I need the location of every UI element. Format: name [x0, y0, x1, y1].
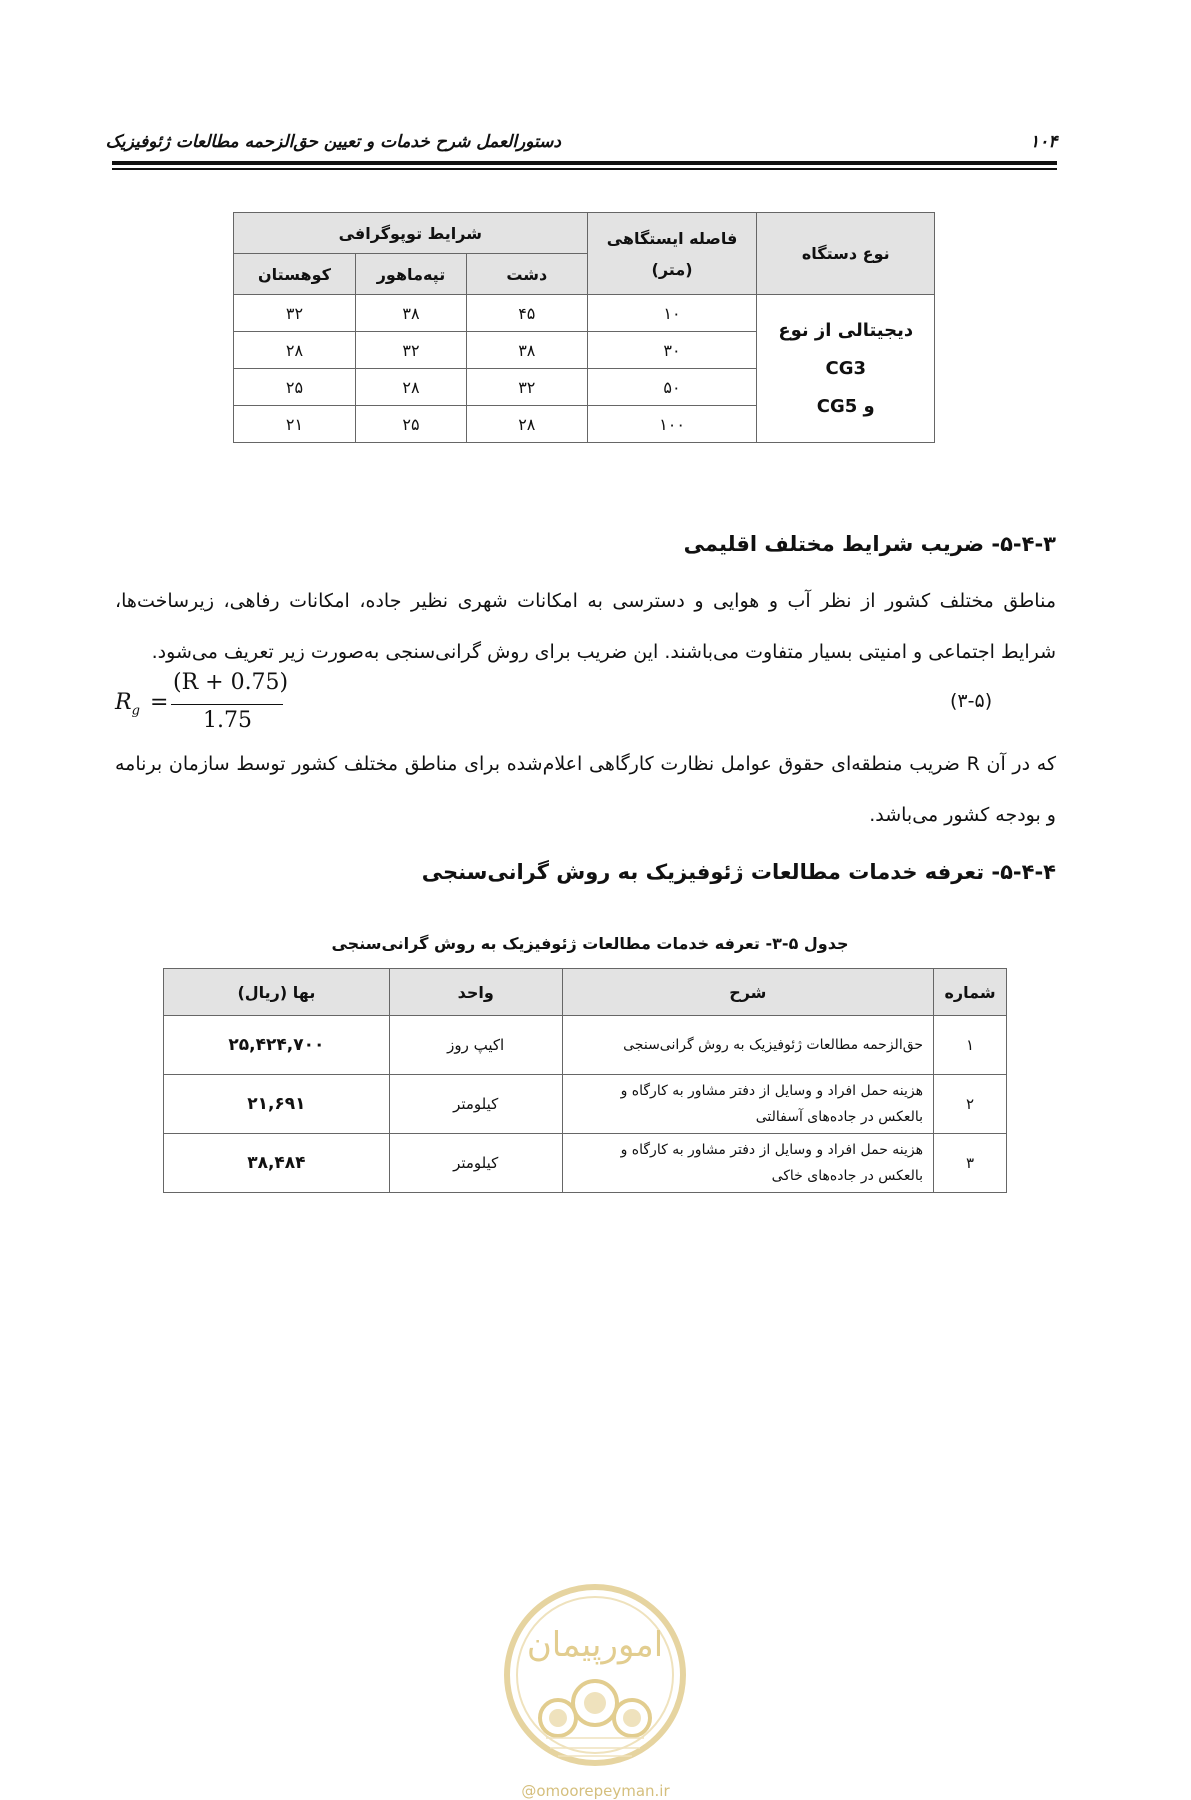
hills-cell: ۲۵ — [355, 406, 466, 443]
col-device-header: نوع دستگاه — [757, 213, 935, 295]
equation-number: (۳-۵) — [950, 690, 993, 712]
formula-lhs — [115, 690, 140, 718]
running-header-title: دستورالعمل شرح خدمات و تعیین حق‌الزحمه مطالعات ژئوفیزیک — [105, 132, 561, 152]
plain-cell: ۴۵ — [467, 295, 588, 332]
plain-cell: ۳۸ — [467, 332, 588, 369]
section-heading-tariff: ۵-۴-۴- تعرفه خدمات مطالعات ژئوفیزیک به روش گرانی‌سنجی — [421, 860, 1056, 884]
formula-lhs-symbol: R — [115, 690, 132, 715]
row-description-line-1: حق‌الزحمه مطالعات ژئوفیزیک به روش گرانی‌سنجی — [623, 1037, 924, 1053]
distance-cell: ۵۰ — [587, 369, 757, 406]
formula-numerator: (R + 0.75) — [173, 670, 289, 695]
tariff-table — [163, 968, 1007, 1193]
row-description-line-1: هزینه حمل افراد و وسایل از دفتر مشاور به کارگاه و — [620, 1083, 924, 1099]
row-unit: کیلومتر — [389, 1075, 562, 1134]
plain-cell: ۲۸ — [467, 406, 588, 443]
device-line-1: دیجیتالی از نوع CG3 — [778, 319, 914, 379]
watermark-site: @omoorepeyman.ir — [521, 1782, 670, 1800]
rg-formula — [115, 670, 295, 740]
mountain-cell: ۲۵ — [234, 369, 356, 406]
plain-cell: ۳۲ — [467, 369, 588, 406]
row-description-line-1: هزینه حمل افراد و وسایل از دفتر مشاور به کارگاه و — [620, 1142, 924, 1158]
row-unit: کیلومتر — [389, 1134, 562, 1193]
formula-equals: = — [150, 690, 169, 715]
sub-hills-header: تپه‌ماهور — [355, 254, 466, 295]
climate-paragraph: مناطق مختلف کشور از نظر آب و هوایی و دسترسی به امکانات شهری نظیر جاده، امکانات رفاهی، زیرساخت‌ها، شرایط اجتماعی و امنیتی بسیار متفاوت می‌باشند. این ضریب برای روش گرانی‌سنجی به‌صورت زیر تعریف می‌شود. — [115, 590, 1056, 663]
col-unit-header: واحد — [389, 969, 562, 1016]
hills-cell: ۲۸ — [355, 369, 466, 406]
section-heading-climate: ۵-۴-۳- ضریب شرایط مختلف اقلیمی — [683, 532, 1056, 556]
hills-cell: ۳۲ — [355, 332, 466, 369]
col-distance-label: فاصله ایستگاهی — [606, 228, 738, 248]
table-row — [164, 1134, 1007, 1193]
row-number: ۲ — [934, 1075, 1007, 1134]
device-cell — [757, 295, 935, 443]
row-number: ۱ — [934, 1016, 1007, 1075]
table-row — [164, 1075, 1007, 1134]
watermark-logo-text: امورپیمان — [526, 1625, 664, 1665]
col-topo-header: شرایط توپوگرافی — [234, 213, 588, 254]
col-distance-unit: (متر) — [651, 259, 693, 279]
row-price: ۲۱,۶۹۱ — [164, 1075, 390, 1134]
row-unit: اکیپ روز — [389, 1016, 562, 1075]
device-line-2: و CG5 — [816, 395, 875, 417]
row-number: ۳ — [934, 1134, 1007, 1193]
row-description — [562, 1075, 933, 1134]
header-rule-thin — [112, 168, 1057, 170]
col-distance-header — [587, 213, 757, 295]
row-price: ۲۵,۴۲۴,۷۰۰ — [164, 1016, 390, 1075]
gravity-station-table — [233, 212, 935, 443]
row-description-line-2: بالعکس در جاده‌های آسفالتی — [755, 1109, 924, 1125]
header-rule-thick — [112, 161, 1057, 165]
r-definition-paragraph: که در آن R ضریب منطقه‌ای حقوق عوامل نظارت کارگاهی اعلام‌شده برای مناطق مختلف کشور توسط سازمان برنامه و بودجه کشور می‌باشد. — [115, 753, 1056, 826]
watermark-stamp-logo — [498, 1578, 692, 1772]
page-number: ۱۰۴ — [1030, 132, 1058, 152]
col-num-header: شماره — [934, 969, 1007, 1016]
row-description — [562, 1016, 933, 1075]
distance-cell: ۱۰۰ — [587, 406, 757, 443]
sub-plain-header: دشت — [467, 254, 588, 295]
row-description-line-2: بالعکس در جاده‌های خاکی — [771, 1168, 924, 1184]
table-caption: جدول ۵-۳- تعرفه خدمات مطالعات ژئوفیزیک به روش گرانی‌سنجی — [331, 934, 849, 953]
row-price: ۳۸,۴۸۴ — [164, 1134, 390, 1193]
formula-fraction-bar — [171, 704, 283, 705]
row-description — [562, 1134, 933, 1193]
mountain-cell: ۲۱ — [234, 406, 356, 443]
distance-cell: ۳۰ — [587, 332, 757, 369]
formula-lhs-subscript: g — [131, 703, 140, 719]
formula-denominator: 1.75 — [203, 708, 252, 733]
table-row — [234, 295, 935, 332]
col-desc-header: شرح — [562, 969, 933, 1016]
table-row — [164, 1016, 1007, 1075]
distance-cell: ۱۰ — [587, 295, 757, 332]
mountain-cell: ۲۸ — [234, 332, 356, 369]
mountain-cell: ۳۲ — [234, 295, 356, 332]
sub-mountain-header: کوهستان — [234, 254, 356, 295]
col-price-header: بها (ریال) — [164, 969, 390, 1016]
hills-cell: ۳۸ — [355, 295, 466, 332]
